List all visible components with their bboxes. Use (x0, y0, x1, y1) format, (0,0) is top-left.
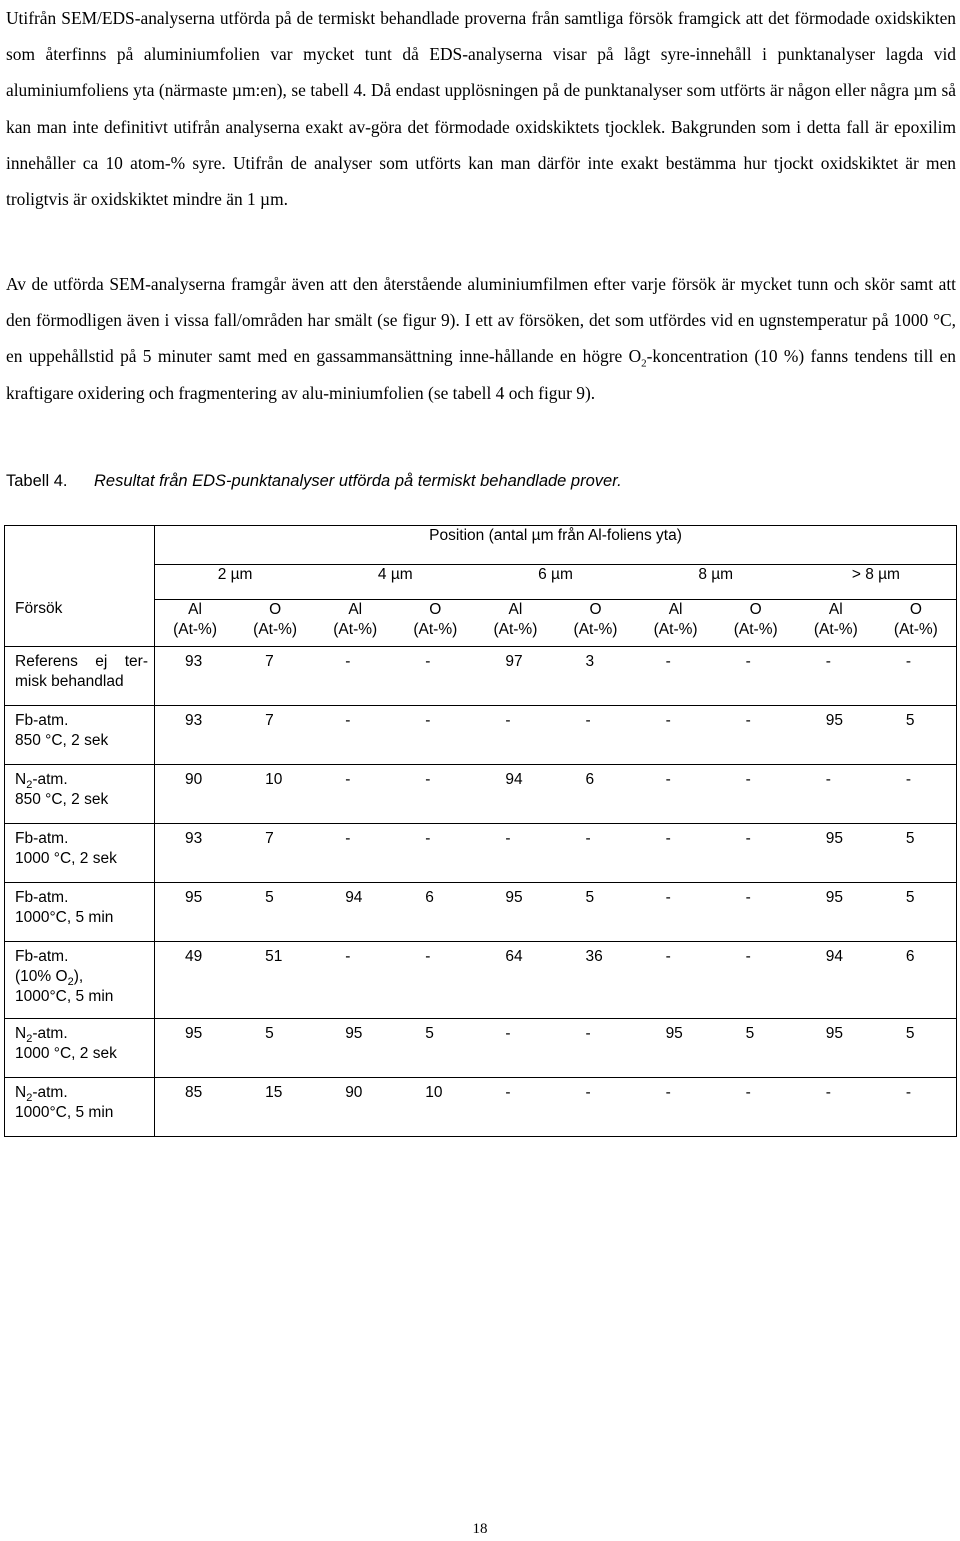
element-unit: (At-%) (813, 621, 858, 638)
element-header (235, 600, 315, 640)
row-values-cell (155, 942, 957, 1019)
table-cell-value: 64 (505, 948, 523, 965)
table-cell-value: 5 (905, 830, 915, 847)
table-cell-value: 95 (825, 712, 843, 729)
element-symbol: Al (508, 601, 523, 618)
element-unit: (At-%) (733, 621, 778, 638)
table-cell-value: 7 (265, 712, 274, 729)
row-values-cell (155, 824, 957, 883)
element-header (716, 600, 796, 640)
table-cell-value: 85 (185, 1084, 203, 1101)
table-cell-value: - (345, 830, 351, 847)
table-cell-value: - (505, 712, 511, 729)
distance-header: 2 µm (217, 566, 253, 583)
element-header (876, 600, 956, 640)
element-symbol: Al (188, 601, 202, 618)
row-label-text: -atm. (32, 1084, 68, 1101)
row-label-text: 1000°C, 5 min (15, 988, 114, 1005)
table-cell-value: 95 (825, 889, 843, 906)
table-cell-value: 3 (585, 653, 595, 670)
row-label-text: 1000 °C, 2 sek (15, 850, 117, 867)
table-cell-value: - (825, 771, 831, 788)
row-label-text: Fb-atm. (15, 830, 69, 847)
distance-header: > 8 µm (851, 566, 900, 583)
table-cell-value: - (505, 1025, 511, 1042)
table-cell-value: - (745, 889, 751, 906)
row-label-text: 850 °C, 2 sek (15, 732, 109, 749)
element-unit: (At-%) (253, 621, 298, 638)
table-cell-value: - (425, 712, 431, 729)
header-cell-distances (155, 565, 957, 600)
element-unit: (At-%) (173, 621, 217, 638)
table-cell-value: - (425, 948, 431, 965)
element-header (555, 600, 635, 640)
element-header (636, 600, 716, 640)
table-cell-value: 95 (505, 889, 523, 906)
table-cell-value: 95 (185, 889, 203, 906)
table-cell-value: 95 (665, 1025, 683, 1042)
row-label-text: ), (73, 968, 84, 985)
table-cell-value: 94 (505, 771, 523, 788)
table-cell-value: - (665, 1084, 671, 1101)
table-cell-value: - (665, 653, 671, 670)
table-cell-value: - (665, 830, 671, 847)
distance-header: 6 µm (538, 566, 573, 583)
table-cell-value: 95 (825, 1025, 843, 1042)
row-label-subscript: 2 (67, 976, 74, 989)
table-cell-value: 7 (265, 653, 274, 670)
table-cell-value: - (505, 830, 511, 847)
row-label-text: misk behandlad (15, 673, 124, 690)
table-cell-value: - (905, 653, 912, 670)
row-label-text: ej (95, 653, 108, 670)
row-values-cell (155, 1019, 957, 1078)
table-cell-value: - (745, 653, 751, 670)
table-cell-value: 49 (185, 948, 203, 965)
table-caption (6, 472, 622, 491)
element-symbol: O (429, 601, 442, 618)
row-label-text: (10% O (15, 968, 68, 985)
table-cell-value: - (905, 1084, 912, 1101)
table-row (5, 647, 957, 706)
table-cell-value: 6 (905, 948, 915, 965)
table-cell-value: - (345, 712, 351, 729)
element-header (796, 600, 876, 640)
row-label-text: ter- (124, 653, 148, 670)
table-cell-value: - (745, 771, 751, 788)
paragraph-2-subscript: 2 (641, 357, 647, 370)
table-cell-value: 94 (345, 889, 363, 906)
header-cell-forsok: Försök (5, 526, 155, 647)
table-cell-value: - (665, 712, 671, 729)
table-cell-value: 10 (425, 1084, 443, 1101)
table-cell-value: 93 (185, 653, 203, 670)
element-unit: (At-%) (413, 621, 458, 638)
table-cell-value: - (585, 1084, 591, 1101)
table-cell-value: 6 (425, 889, 434, 906)
row-label-cell (5, 824, 155, 883)
row-label-text: N (15, 1025, 27, 1042)
header-cell-elements (155, 600, 957, 647)
table-cell-value: 5 (265, 889, 274, 906)
table-cell-value: - (505, 1084, 511, 1101)
table-cell-value: - (425, 771, 431, 788)
paragraph-2-text-a: Av de utförda SEM-analyserna framgår även att den återstående aluminiumfilmen efter varje försök är mycket tunn och skör samt att den förmodligen även i vissa fall/områden har smält (se figur 9). I ett av försöken, det som utfördes vid en ugnstemperatur på 1000 °C, en uppehållstid på 5 minuter samt med en gassammansättning inne-hållande en högre O (6, 274, 956, 367)
table-cell-value: - (665, 889, 671, 906)
table-cell-value: 95 (185, 1025, 203, 1042)
element-symbol: Al (828, 601, 843, 618)
table-row (5, 824, 957, 883)
row-label-text: N (15, 771, 27, 788)
table-cell-value: 6 (585, 771, 595, 788)
table-caption-label: Tabell 4. (6, 472, 68, 490)
table-cell-value: 97 (505, 653, 523, 670)
element-symbol: O (589, 601, 602, 618)
row-label-cell (5, 942, 155, 1019)
page-number: 18 (472, 1521, 488, 1537)
element-unit: (At-%) (493, 621, 538, 638)
element-unit: (At-%) (333, 621, 378, 638)
element-unit: (At-%) (573, 621, 618, 638)
row-label-text: -atm. (32, 1025, 68, 1042)
table-cell-value: 94 (825, 948, 843, 965)
table-cell-value: 36 (585, 948, 603, 965)
table-cell-value: 95 (825, 830, 843, 847)
row-values-cell (155, 706, 957, 765)
distance-header: 4 µm (377, 566, 413, 583)
table-caption-text: Resultat från EDS-punktanalyser utförda på termiskt behandlade prover. (94, 472, 622, 490)
element-header (155, 600, 235, 640)
row-label-text: Fb-atm. (15, 948, 69, 965)
element-unit: (At-%) (893, 621, 938, 638)
row-label-subscript: 2 (26, 779, 33, 792)
table-cell-value: - (665, 771, 671, 788)
table-cell-value: 5 (745, 1025, 755, 1042)
table-row (5, 1019, 957, 1078)
row-label-cell (5, 706, 155, 765)
table-row (5, 1078, 957, 1137)
table-row (5, 765, 957, 824)
row-label-text: 850 °C, 2 sek (15, 791, 109, 808)
table-cell-value: - (585, 1025, 591, 1042)
table-row (5, 942, 957, 1019)
row-label-cell (5, 765, 155, 824)
element-symbol: O (269, 601, 282, 618)
element-header (395, 600, 475, 640)
body-paragraph-2 (6, 266, 956, 411)
table-cell-value: 5 (265, 1025, 274, 1042)
table-cell-value: - (425, 830, 431, 847)
table-cell-value: 5 (425, 1025, 434, 1042)
table-cell-value: 5 (905, 712, 915, 729)
table-cell-value: 93 (185, 830, 203, 847)
table-row (5, 706, 957, 765)
element-unit: (At-%) (653, 621, 698, 638)
row-label-text: N (15, 1084, 27, 1101)
distance-header: 8 µm (698, 566, 734, 583)
element-header (475, 600, 555, 640)
table-cell-value: - (745, 830, 751, 847)
table-cell-value: - (345, 771, 351, 788)
table-cell-value: 90 (345, 1084, 363, 1101)
table-header-row-position (5, 526, 957, 565)
element-symbol: O (909, 601, 922, 618)
table-cell-value: - (905, 771, 912, 788)
row-label-text: 1000°C, 5 min (15, 1104, 114, 1121)
row-label-subscript: 2 (26, 1033, 33, 1046)
row-label-cell (5, 883, 155, 942)
table-cell-value: - (345, 948, 351, 965)
table-cell-value: 90 (185, 771, 203, 788)
element-symbol: O (749, 601, 762, 618)
table-cell-value: - (745, 1084, 751, 1101)
table-cell-value: 10 (265, 771, 283, 788)
row-values-cell (155, 883, 957, 942)
row-label-text: Fb-atm. (15, 889, 69, 906)
table-cell-value: - (745, 948, 751, 965)
element-symbol: Al (668, 601, 683, 618)
element-symbol: Al (348, 601, 363, 618)
row-label-cell (5, 1078, 155, 1137)
table-cell-value: 95 (345, 1025, 363, 1042)
table-cell-value: 51 (265, 948, 283, 965)
row-label-text: 1000°C, 5 min (15, 909, 114, 926)
header-cell-position: Position (antal µm från Al-foliens yta) (155, 526, 957, 565)
table-cell-value: 5 (905, 889, 915, 906)
row-label-cell (5, 1019, 155, 1078)
table-cell-value: - (665, 948, 671, 965)
table-cell-value: - (825, 653, 831, 670)
row-values-cell (155, 765, 957, 824)
table-cell-value: 93 (185, 712, 203, 729)
row-label-text: 1000 °C, 2 sek (15, 1045, 117, 1062)
table-cell-value: - (425, 653, 431, 670)
table-cell-value: - (585, 830, 591, 847)
row-label-text: Fb-atm. (15, 712, 69, 729)
body-paragraph-1: Utifrån SEM/EDS-analyserna utförda på de termiskt behandlade proverna från samtliga försök framgick att det förmodade oxidskikten som återfinns på aluminiumfolien var mycket tunt då EDS-analyserna visar på lågt syre-innehåll i punktanalyser lagda vid aluminiumfoliens yta (närmaste µm:en), se tabell 4. Då endast upplösningen på de punktanalyser som utförts är någon eller några µm så kan man inte definitivt utifrån analyserna exakt av-göra det förmodade oxidskiktets tjocklek. Bakgrunden som i detta fall är epoxilim innehåller ca 10 atom-% syre. Utifrån de analyser som utförts kan man därför inte exakt bestämma hur tjockt oxidskiktet är men troligtvis är oxidskiktet mindre än 1 µm. (6, 8, 956, 210)
table-cell-value: 15 (265, 1084, 283, 1101)
paragraph-2-text-b: -koncentration (10 %) fanns tendens till en kraftigare oxidering och fragmentering av alu-miniumfolien (se tabell 4 och figur 9). (6, 346, 956, 403)
row-label-text: -atm. (32, 771, 68, 788)
element-header (315, 600, 395, 640)
row-values-cell (155, 647, 957, 706)
table-cell-value: 5 (585, 889, 595, 906)
table-cell-value: - (825, 1084, 831, 1101)
table-row (5, 883, 957, 942)
row-label-cell (5, 647, 155, 706)
table-cell-value: 5 (905, 1025, 915, 1042)
table-cell-value: 7 (265, 830, 274, 847)
eds-results-table (4, 525, 957, 1137)
row-label-text: Referens (15, 653, 78, 670)
row-label-subscript: 2 (26, 1092, 33, 1105)
table-cell-value: - (585, 712, 591, 729)
table-cell-value: - (345, 653, 351, 670)
row-values-cell (155, 1078, 957, 1137)
table-cell-value: - (745, 712, 751, 729)
